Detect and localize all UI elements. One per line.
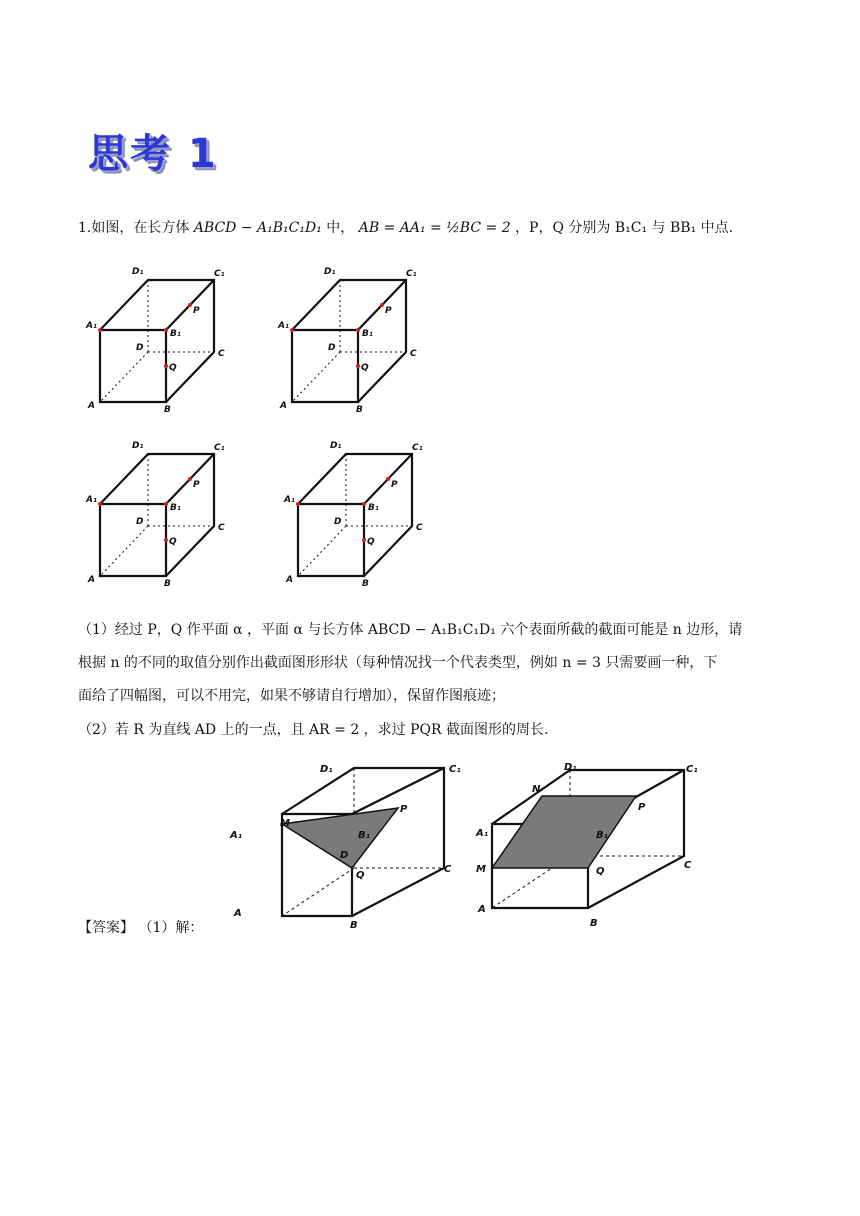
label-N: N — [532, 784, 541, 795]
label-Q: Q — [596, 866, 605, 877]
point-a1 — [98, 328, 102, 332]
label-D: D — [136, 343, 144, 353]
answer-line — [78, 918, 203, 938]
label-M: M — [280, 818, 290, 829]
label-D1: D₁ — [132, 267, 144, 277]
label-B1: B₁ — [596, 830, 609, 841]
label-B1: B₁ — [170, 329, 181, 339]
section-figure-triangle — [222, 756, 470, 936]
intro-suffix: ，P，Q 分别为 B₁C₁ 与 BB₁ 中点. — [515, 220, 734, 236]
label-P: P — [193, 480, 200, 490]
label-C: C — [218, 349, 225, 359]
label-B1: B₁ — [358, 830, 371, 841]
label-C1: C₁ — [449, 764, 461, 775]
label-C: C — [684, 860, 692, 871]
label-Q: Q — [169, 363, 177, 373]
intro-mid: 中， — [326, 220, 355, 236]
label-A: A — [88, 401, 95, 411]
label-B1: B₁ — [362, 329, 373, 339]
point-b1 — [164, 328, 168, 332]
label-D1: D₁ — [320, 764, 333, 775]
label-Q: Q — [361, 363, 369, 373]
answer-label: 【答案】 — [78, 920, 134, 936]
label-A1: A₁ — [230, 830, 243, 841]
point-b1 — [356, 328, 360, 332]
label-Q: Q — [367, 537, 375, 547]
label-D1: D₁ — [564, 762, 577, 773]
cuboid-hidden-ad — [100, 526, 148, 576]
label-D1: D₁ — [330, 441, 342, 451]
cuboid-front-face — [292, 330, 358, 402]
point-b1 — [164, 502, 168, 506]
answer-text: （1）解： — [138, 920, 204, 936]
cuboid-hidden-ad — [298, 526, 346, 576]
label-C1: C₁ — [214, 269, 225, 279]
point-q — [164, 538, 168, 542]
label-D1: D₁ — [132, 441, 144, 451]
point-p — [386, 477, 390, 481]
label-P: P — [400, 804, 408, 815]
point-q — [362, 538, 366, 542]
label-P: P — [638, 802, 646, 813]
question-1-line-2: 根据 n 的不同的取值分别作出截面图形形状（每种情况找一个代表类型，例如 n = 3 只需要画一种，下 — [78, 655, 718, 671]
section-figure-quadrilateral — [472, 756, 702, 932]
cuboid-front-face — [298, 504, 364, 576]
label-B: B — [356, 405, 363, 415]
question-1-line-1: （1）经过 P，Q 作平面 α ，平面 α 与长方体 ABCD − A₁B₁C₁D₁ 六个表面所截的截面可能是 n 边形，请 — [78, 622, 743, 638]
cuboid-figure-3 — [80, 436, 240, 591]
label-C: C — [444, 864, 452, 875]
problem-intro — [78, 218, 733, 238]
label-D: D — [328, 343, 336, 353]
label-A1: A₁ — [86, 321, 97, 331]
label-C: C — [410, 349, 417, 359]
label-B1: B₁ — [368, 503, 379, 513]
label-A: A — [234, 908, 242, 919]
label-D1: D₁ — [324, 267, 336, 277]
cuboid-hidden-ad — [292, 352, 340, 402]
label-C1: C₁ — [412, 443, 423, 453]
label-C: C — [218, 523, 225, 533]
page-title: 思考 1 — [88, 131, 218, 177]
cuboid-figure-1 — [80, 262, 240, 417]
label-A: A — [280, 401, 287, 411]
point-q — [356, 364, 360, 368]
point-p — [188, 303, 192, 307]
label-B1: B₁ — [170, 503, 181, 513]
intro-cuboid: ABCD − A₁B₁C₁D₁ — [193, 220, 322, 236]
cuboid-front-face — [100, 330, 166, 402]
point-q — [164, 364, 168, 368]
label-C1: C₁ — [686, 764, 698, 775]
label-B: B — [164, 405, 171, 415]
label-A1: A₁ — [278, 321, 289, 331]
point-a1 — [296, 502, 300, 506]
label-C1: C₁ — [214, 443, 225, 453]
intro-prefix: 1.如图，在长方体 — [78, 220, 190, 236]
label-B: B — [362, 579, 369, 589]
label-A: A — [286, 575, 293, 585]
question-2-line: （2）若 R 为直线 AD 上的一点，且 AR = 2 ，求过 PQR 截面图形的周长. — [78, 722, 549, 738]
label-D: D — [340, 850, 349, 861]
label-Q: Q — [169, 537, 177, 547]
label-B: B — [164, 579, 171, 589]
label-B: B — [590, 918, 598, 929]
label-A: A — [478, 904, 486, 915]
label-B: B — [350, 920, 358, 931]
cuboid-figure-4 — [278, 436, 438, 591]
question-1-line-3: 面给了四幅图，可以不用完，如果不够请自行增加），保留作图痕迹； — [78, 688, 505, 704]
label-D: D — [334, 517, 342, 527]
label-A1: A₁ — [476, 828, 489, 839]
point-a1 — [98, 502, 102, 506]
point-a1 — [290, 328, 294, 332]
cuboid-front-face — [100, 504, 166, 576]
label-M: M — [476, 864, 486, 875]
cuboid-hidden-ad — [100, 352, 148, 402]
label-C: C — [416, 523, 423, 533]
intro-equation: AB = AA₁ = ½BC = 2 — [358, 220, 511, 236]
label-D: D — [136, 517, 144, 527]
point-p — [188, 477, 192, 481]
point-b1 — [362, 502, 366, 506]
label-P: P — [193, 306, 200, 316]
label-C1: C₁ — [406, 269, 417, 279]
label-A: A — [88, 575, 95, 585]
label-P: P — [391, 480, 398, 490]
point-p — [380, 303, 384, 307]
cuboid-figure-2 — [272, 262, 432, 417]
label-P: P — [385, 306, 392, 316]
label-A1: A₁ — [284, 495, 295, 505]
label-A1: A₁ — [86, 495, 97, 505]
label-Q: Q — [356, 870, 365, 881]
